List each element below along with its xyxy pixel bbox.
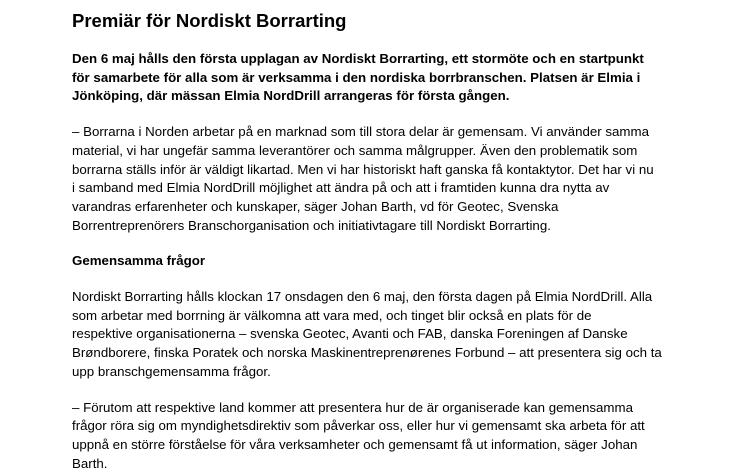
body-paragraph-1 <box>72 123 712 235</box>
paragraph-line: – Borrarna i Norden arbetar på en marknad som till stora delar är gemensam. Vi använder samma <box>72 124 649 140</box>
paragraph-line: frågor röra sig om myndighetsdirektiv som påverkar oss, eller hur vi gemensamt ska arbeta för att <box>72 418 645 434</box>
paragraph-line: material, vi har ungefär samma leverantörer och samma målgrupper. Även den problematik som <box>72 142 638 158</box>
body-paragraph-2 <box>72 288 712 382</box>
paragraph-line: – Förutom att respektive land kommer att presentera hur de är organiserade kan gemensamma <box>72 399 633 415</box>
paragraph-line: Brøndborere, finska Poratek och norska Maskinentreprenørenes Forbund – att presentera sig och ta <box>72 345 662 361</box>
section-heading: Gemensamma frågor <box>72 253 206 269</box>
paragraph-line: uppnå en större förståelse för våra verksamheter och gemensamt få ut information, säger Johan <box>72 436 638 452</box>
body-paragraph-3 <box>72 399 712 473</box>
paragraph-line: Nordiskt Borrarting hålls klockan 17 onsdagen den 6 maj, den första dagen på Elmia NordDrill. Alla <box>72 289 653 305</box>
paragraph-line: upp branschgemensamma frågor. <box>72 363 271 379</box>
paragraph-line: Borrentreprenörers Branschorganisation och initiativtagare till Nordiskt Borrarting. <box>72 217 551 233</box>
lead-line: för samarbete för alla som är verksamma i den nordiska borrbranschen. Platsen är Elmia i <box>72 69 641 85</box>
lead-line: Den 6 maj hålls den första upplagan av Nordiskt Borrarting, ett stormöte och en startpunkt <box>72 51 644 66</box>
paragraph-line: respektive organisationerna – svenska Geotec, Avanti och FAB, danska Foreningen af Danske <box>72 326 628 342</box>
document-page <box>72 8 712 473</box>
paragraph-line: som arbetar med borrning är välkomna att vara med, och tinget blir också en plats för de <box>72 307 592 323</box>
paragraph-line: borrarna ställs inför är väldigt likartad. Men vi har historiskt haft ganska få kontaktytor. Det har vi nu <box>72 161 654 177</box>
paragraph-line: Barth. <box>72 455 108 471</box>
paragraph-line: varandras erfarenheter och kunskaper, säger Johan Barth, vd för Geotec, Svenska <box>72 198 559 214</box>
article-title: Premiär för Nordiskt Borrarting <box>72 10 347 31</box>
article-lead <box>72 50 712 106</box>
paragraph-line: i samband med Elmia NordDrill möjlighet att ändra på och att i framtiden kunna dra nytta av <box>72 180 610 196</box>
lead-line: Jönköping, där mässan Elmia NordDrill arrangeras för första gången. <box>72 88 510 104</box>
